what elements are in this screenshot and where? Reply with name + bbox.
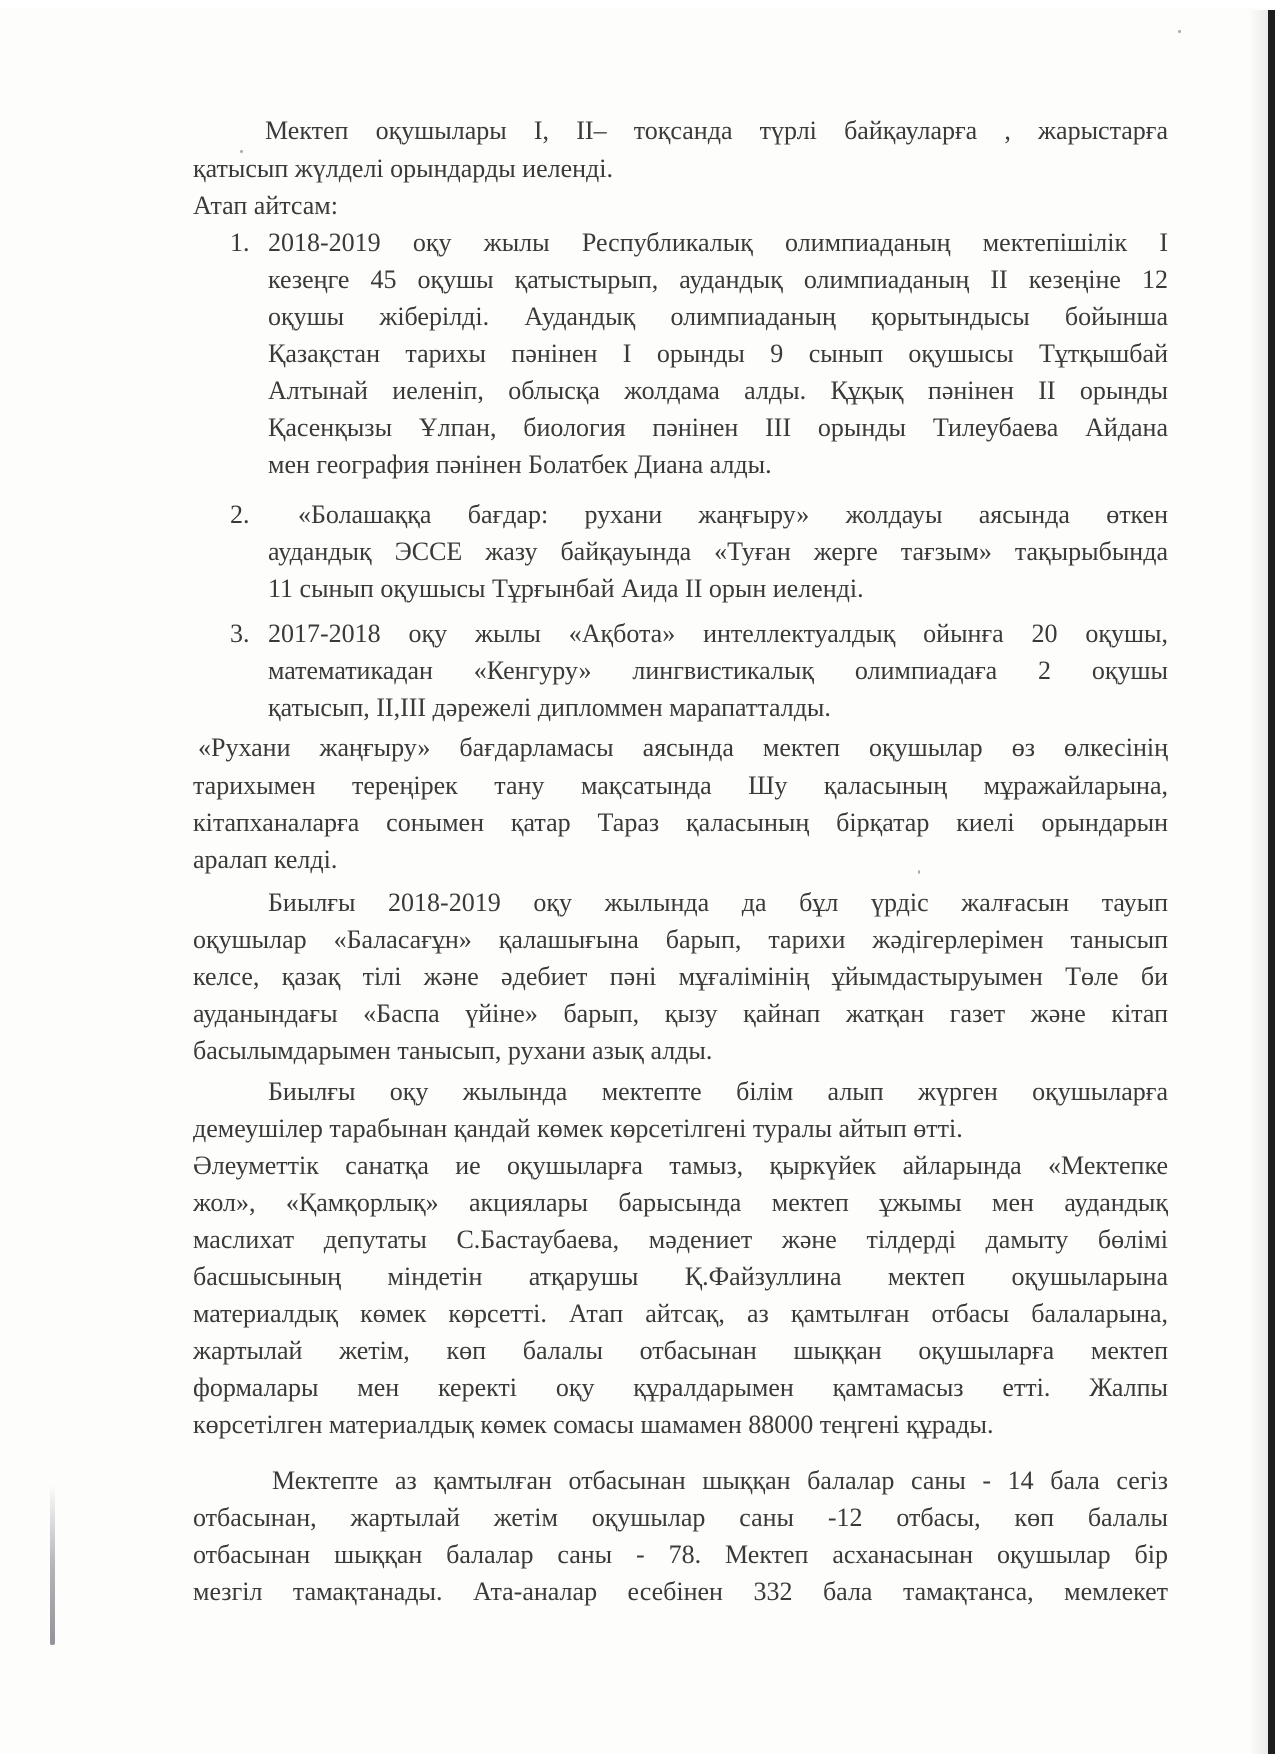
paragraph-line: Биылғы 2018-2019 оқу жылында да бұл үрдіс жалғасын тауып bbox=[268, 888, 1168, 917]
scan-right-edge bbox=[1268, 10, 1275, 1754]
list-item-line: кезеңге 45 оқушы қатыстырып, аудандық олимпиаданың II кезеңіне 12 bbox=[268, 265, 1168, 294]
scan-right-shadow bbox=[1250, 10, 1268, 1754]
list-item-line: мен география пәнінен Болатбек Диана алды. bbox=[268, 450, 772, 479]
list-number: 1. bbox=[230, 228, 250, 257]
paragraph-line: Мектепте аз қамтылған отбасынан шыққан балалар саны - 14 бала сегіз bbox=[272, 1466, 1168, 1495]
paragraph-line: демеушілер тарабынан қандай көмек көрсетілгені туралы айтып өтті. bbox=[193, 1114, 963, 1143]
list-item-line: «Болашаққа бағдар: рухани жаңғыру» жолдауы аясында өткен bbox=[298, 500, 1168, 529]
scan-left-mark bbox=[50, 1485, 55, 1645]
paragraph-line: Әлеуметтік санатқа ие оқушыларға тамыз, қыркүйек айларында «Мектепке bbox=[193, 1151, 1168, 1180]
list-number: 2. bbox=[230, 500, 250, 529]
scan-speck bbox=[1178, 30, 1181, 33]
intro-heading: Атап айтсам: bbox=[193, 191, 338, 220]
list-item-line: 2017-2018 оқу жылы «Ақбота» интеллектуалдық ойынға 20 оқушы, bbox=[268, 619, 1168, 648]
paragraph-line: материалдық көмек көрсетті. Атап айтсақ, аз қамтылған отбасы балаларына, bbox=[193, 1299, 1168, 1328]
paragraph-line: кітапханаларға сонымен қатар Тараз қаласының бірқатар киелі орындарын bbox=[193, 808, 1168, 837]
paragraph-line: Биылғы оқу жылында мектепте білім алып жүрген оқушыларға bbox=[268, 1077, 1168, 1106]
paragraph-line: басылымдарымен танысып, рухани азық алды. bbox=[193, 1036, 713, 1065]
paragraph-line: аралап келді. bbox=[193, 845, 338, 874]
paragraph-line: маслихат депутаты С.Бастаубаева, мәдениет және тілдерді дамыту бөлімі bbox=[193, 1225, 1168, 1254]
list-number: 3. bbox=[230, 619, 250, 648]
scan-top-margin bbox=[0, 0, 1275, 8]
paragraph-line: басшысының міндетін атқарушы Қ.Файзуллина мектеп оқушыларына bbox=[193, 1262, 1168, 1291]
paragraph-line: «Рухани жаңғыру» бағдарламасы аясында мектеп оқушылар өз өлкесінің bbox=[198, 733, 1168, 762]
list-item-line: Қазақстан тарихы пәнінен I орынды 9 сынып оқушысы Тұтқышбай bbox=[268, 339, 1168, 368]
paragraph-line: формалары мен керекті оқу құралдарымен қамтамасыз етті. Жалпы bbox=[193, 1373, 1168, 1402]
paragraph-line: мезгіл тамақтанады. Ата-аналар есебінен 332 бала тамақтанса, мемлекет bbox=[193, 1577, 1168, 1606]
paragraph-line: келсе, қазақ тілі және әдебиет пәні мұғалімінің ұйымдастыруымен Төле би bbox=[193, 962, 1168, 991]
list-item-line: Алтынай иеленіп, облысқа жолдама алды. Құқық пәнінен II орынды bbox=[268, 376, 1168, 405]
paragraph-line: отбасынан, жартылай жетім оқушылар саны -12 отбасы, көп балалы bbox=[193, 1503, 1168, 1532]
list-item-line: Қасенқызы Ұлпан, биология пәнінен III орынды Тилеубаева Айдана bbox=[268, 413, 1168, 442]
paragraph-line: ауданындағы «Баспа үйіне» барып, қызу қайнап жатқан газет және кітап bbox=[193, 999, 1168, 1028]
paragraph-line: оқушылар «Баласағұн» қалашығына барып, тарихи жәдігерлерімен танысып bbox=[193, 925, 1168, 954]
list-item-line: қатысып, II,III дәрежелі дипломмен марапатталды. bbox=[268, 693, 831, 722]
list-item-line: 2018-2019 оқу жылы Республикалық олимпиаданың мектепішілік I bbox=[268, 228, 1168, 257]
paragraph-line: көрсетілген материалдық көмек сомасы шамамен 88000 теңгені құрады. bbox=[193, 1410, 994, 1439]
list-item-line: аудандық ЭССЕ жазу байқауында «Туған жерге тағзым» тақырыбында bbox=[268, 537, 1168, 566]
intro-line: Мектеп оқушылары I, II– тоқсанда түрлі байқауларға , жарыстарға bbox=[265, 116, 1168, 145]
paragraph-line: жартылай жетім, көп балалы отбасынан шыққан оқушыларға мектеп bbox=[193, 1336, 1168, 1365]
paragraph-line: жол», «Қамқорлық» акциялары барысында мектеп ұжымы мен аудандық bbox=[193, 1188, 1168, 1217]
list-item-line: математикадан «Кенгуру» лингвистикалық олимпиадаға 2 оқушы bbox=[268, 656, 1168, 685]
intro-line: қатысып жүлделі орындарды иеленді. bbox=[193, 154, 613, 183]
paragraph-line: тарихымен тереңірек тану мақсатында Шу қаласының мұражайларына, bbox=[193, 771, 1168, 800]
list-item-line: оқушы жіберілді. Аудандық олимпиаданың қорытындысы бойынша bbox=[268, 302, 1168, 331]
paragraph-line: отбасынан шыққан балалар саны - 78. Мектеп асханасынан оқушылар бір bbox=[193, 1540, 1168, 1569]
list-item-line: 11 сынып оқушысы Тұрғынбай Аида II орын иеленді. bbox=[268, 574, 864, 603]
